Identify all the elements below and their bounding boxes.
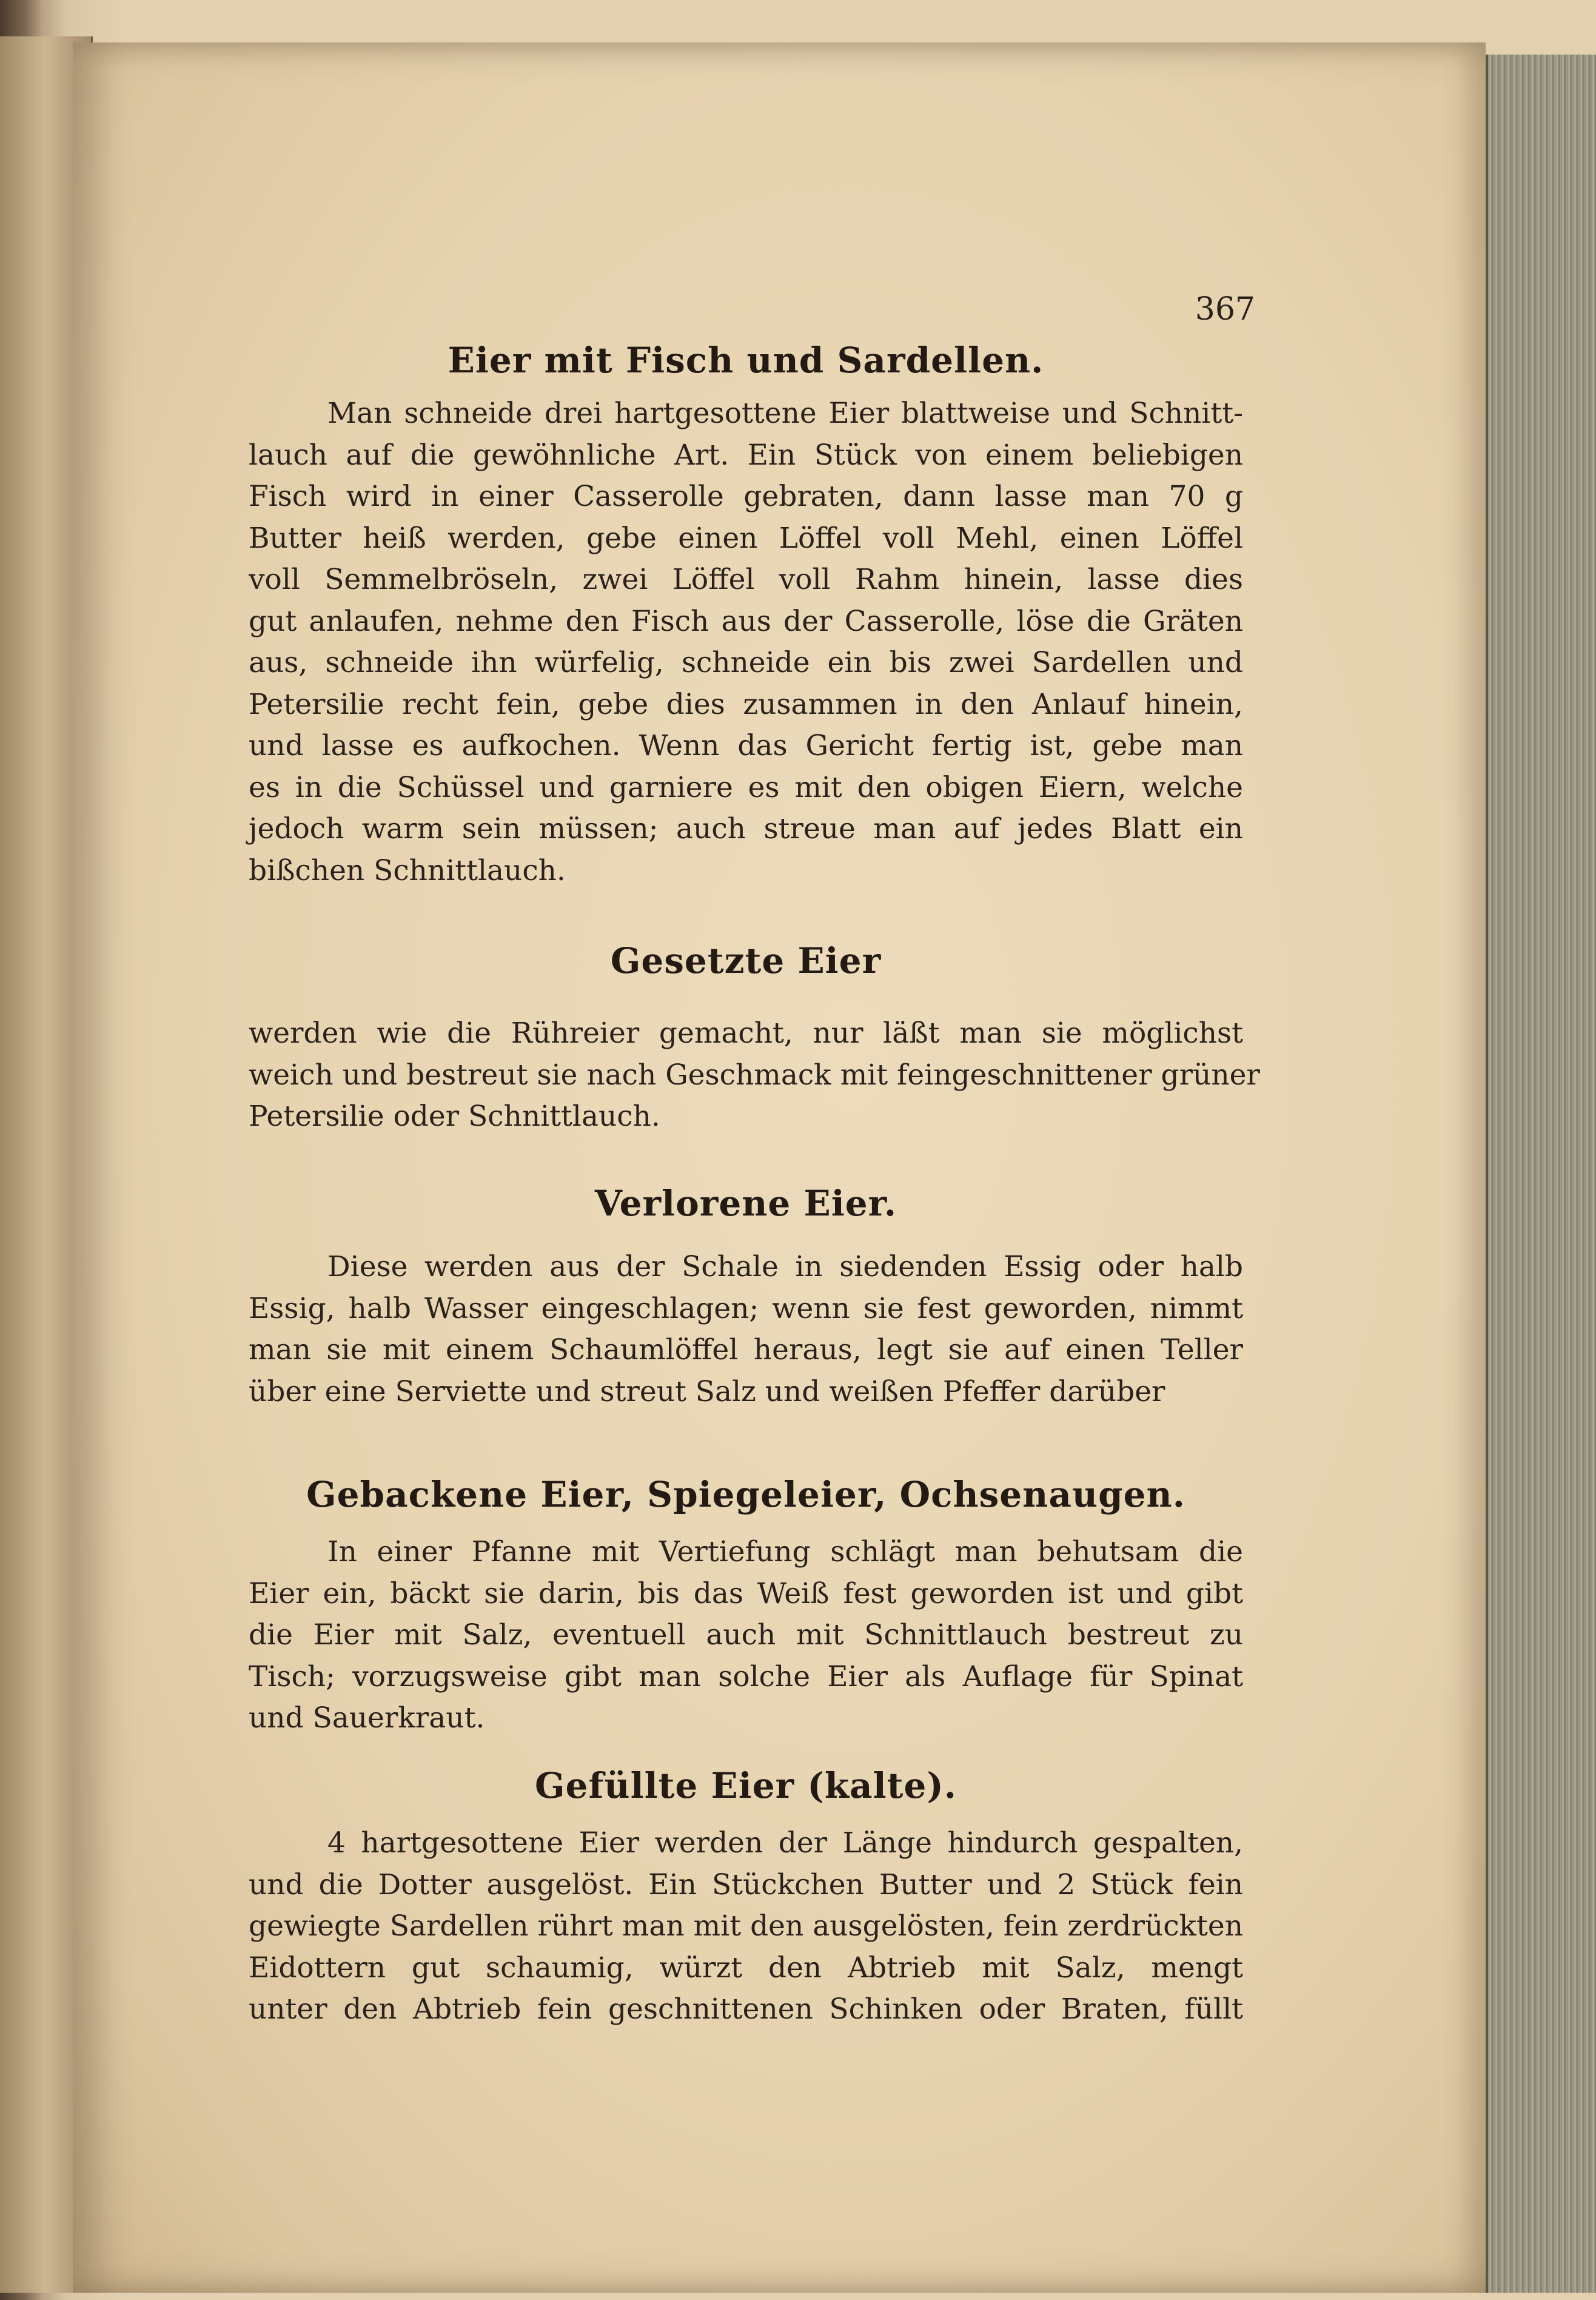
section-heading: Gefüllte Eier (kalte). (535, 1765, 957, 1806)
text-line: unter den Abtrieb fein geschnittenen Schinken oder Braten, füllt (249, 1992, 1243, 2026)
text-line: In einer Pfanne mit Vertiefung schlägt man behutsam die (327, 1535, 1243, 1569)
text-line: die Eier mit Salz, eventuell auch mit Schnittlauch bestreut zu (249, 1618, 1243, 1652)
page-content (249, 42, 1260, 2287)
text-line: weich und bestreut sie nach Geschmack mit feingeschnittener grüner (249, 1058, 1260, 1092)
text-line: gewiegte Sardellen rührt man mit den ausgelösten, fein zerdrückten (249, 1909, 1243, 1943)
text-line: bißchen Schnittlauch. (249, 853, 566, 887)
text-line: lauch auf die gewöhnliche Art. Ein Stück von einem beliebigen (249, 438, 1243, 472)
section-paragraph (249, 1246, 1243, 1413)
section-heading: Eier mit Fisch und Sardellen. (448, 340, 1044, 381)
text-line: Man schneide drei hartgesottene Eier blattweise und Schnitt- (327, 397, 1243, 430)
text-line: voll Semmelbröseln, zwei Löffel voll Rahm hinein, lasse dies (249, 563, 1243, 596)
text-line: Tisch; vorzugsweise gibt man solche Eier als Auflage für Spinat (249, 1659, 1243, 1693)
text-line: Diese werden aus der Schale in siedenden Essig oder halb (327, 1250, 1243, 1283)
text-line: werden wie die Rühreier gemacht, nur läßt man sie möglichst (249, 1017, 1243, 1050)
section-paragraph (249, 393, 1243, 892)
text-line: jedoch warm sein müssen; auch streue man auf jedes Blatt ein (249, 812, 1243, 846)
text-line: Eier ein, bäckt sie darin, bis das Weiß fest geworden ist und gibt (249, 1576, 1243, 1610)
section-paragraph (249, 1532, 1243, 1740)
book-page (73, 42, 1486, 2293)
section-heading: Gesetzte Eier (610, 940, 882, 981)
text-line: und die Dotter ausgelöst. Ein Stückchen Butter und 2 Stück fein (249, 1868, 1243, 1902)
text-line: Fisch wird in einer Casserolle gebraten, dann lasse man 70 g (249, 480, 1243, 513)
text-line: gut anlaufen, nehme den Fisch aus der Casserolle, löse die Gräten (249, 604, 1243, 638)
text-line: aus, schneide ihn würfelig, schneide ein bis zwei Sardellen und (249, 646, 1243, 679)
text-line: über eine Serviette und streut Salz und weißen Pfeffer darüber (249, 1374, 1165, 1408)
text-line: und lasse es aufkochen. Wenn das Gericht fertig ist, gebe man (249, 729, 1243, 762)
section-heading: Verlorene Eier. (594, 1183, 897, 1224)
text-line: Butter heiß werden, gebe einen Löffel voll Mehl, einen Löffel (249, 521, 1243, 555)
section-paragraph (249, 1823, 1243, 2031)
page-number: 367 (1195, 291, 1255, 328)
text-line: man sie mit einem Schaumlöffel heraus, legt sie auf einen Teller (249, 1333, 1243, 1367)
text-line: Eidottern gut schaumig, würzt den Abtrieb mit Salz, mengt (249, 1951, 1243, 1985)
section-heading: Gebackene Eier, Spiegeleier, Ochsenaugen. (306, 1474, 1185, 1515)
text-line: Essig, halb Wasser eingeschlagen; wenn sie fest geworden, nimmt (249, 1291, 1243, 1325)
text-line: Petersilie recht fein, gebe dies zusammen in den Anlauf hinein, (249, 687, 1243, 721)
text-line: 4 hartgesottene Eier werden der Länge hindurch gespalten, (327, 1826, 1243, 1860)
section-paragraph (249, 1013, 1260, 1138)
text-line: und Sauerkraut. (249, 1701, 485, 1735)
book-page-stack-edge (1486, 55, 1596, 2293)
text-line: Petersilie oder Schnittlauch. (249, 1100, 660, 1133)
text-line: es in die Schüssel und garniere es mit den obigen Eiern, welche (249, 770, 1243, 804)
